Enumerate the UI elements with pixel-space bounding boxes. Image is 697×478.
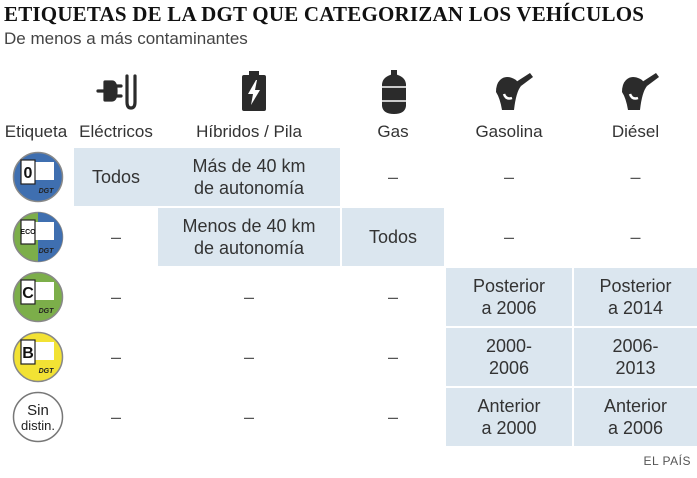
table-cell-text: – <box>110 407 121 427</box>
table-cell <box>574 328 697 386</box>
column-header-gas: Gas <box>377 122 409 141</box>
table-cell <box>74 208 158 266</box>
table-cell-text: – <box>243 407 254 427</box>
badge-letter: C <box>22 285 34 302</box>
label-badge <box>12 211 64 263</box>
badge-text-line: Sin <box>27 402 49 419</box>
badge-letter: 0 <box>23 165 33 182</box>
table-cell-text: – <box>110 227 121 247</box>
label-badge <box>12 391 64 443</box>
table-cell-text: – <box>630 227 641 247</box>
table-cell <box>158 148 340 206</box>
badge-letter: ECO <box>20 229 36 236</box>
badge-brand: DGT <box>38 248 54 255</box>
table-cell-text: 2000- 2006 <box>485 336 533 378</box>
table-cell <box>74 148 158 206</box>
table-cell-text: Anterior a 2006 <box>603 396 668 438</box>
table-cell-text: – <box>387 167 398 187</box>
table-cell <box>446 148 572 206</box>
column-header-gasolina: Gasolina <box>475 122 543 141</box>
label-badge <box>12 331 64 383</box>
chart-subtitle: De menos a más contaminantes <box>4 29 248 48</box>
table-cell <box>574 268 697 326</box>
table-cell-text: – <box>387 347 398 367</box>
table-cell-text: Más de 40 km de autonomía <box>192 156 306 198</box>
table-cell <box>342 268 444 326</box>
table-cell <box>446 208 572 266</box>
table-cell <box>158 328 340 386</box>
table-cell-text: – <box>387 407 398 427</box>
table-cell <box>342 208 444 266</box>
badge-brand: DGT <box>38 308 54 315</box>
badge-brand: DGT <box>38 368 54 375</box>
table-cell-text: Posterior a 2006 <box>472 276 546 318</box>
table-cell <box>74 268 158 326</box>
table-cell <box>158 268 340 326</box>
table-cell <box>74 328 158 386</box>
table-cell-text: – <box>110 347 121 367</box>
table-cell-text: – <box>503 167 514 187</box>
table-cell <box>574 148 697 206</box>
table-cell-text: – <box>110 287 121 307</box>
table-cell-text: – <box>243 347 254 367</box>
column-header-hibridos: Híbridos / Pila <box>196 122 302 141</box>
table-cell <box>446 328 572 386</box>
table-cell <box>342 328 444 386</box>
table-cell-text: – <box>387 287 398 307</box>
table-cell-text: Menos de 40 km de autonomía <box>182 216 316 258</box>
credit: EL PAÍS <box>643 454 691 468</box>
battery-icon <box>241 70 267 112</box>
table-cell <box>446 388 572 446</box>
column-header-diesel: Diésel <box>611 122 660 141</box>
plug-icon <box>96 70 138 112</box>
table-cell <box>574 208 697 266</box>
badge-letter: B <box>22 345 34 362</box>
label-badge <box>12 271 64 323</box>
table-cell <box>342 148 444 206</box>
table-cell-text: – <box>503 227 514 247</box>
table-cell-text: – <box>243 287 254 307</box>
table-cell-text: 2006- 2013 <box>612 336 659 378</box>
chart-title: ETIQUETAS DE LA DGT QUE CATEGORIZAN LOS VEHÍCULOS <box>4 2 645 26</box>
fuel-nozzle-icon <box>494 70 534 112</box>
label-badge <box>12 151 64 203</box>
table-cell-text: Todos <box>91 167 141 187</box>
table-cell <box>74 388 158 446</box>
table-cell <box>574 388 697 446</box>
gas-tank-icon <box>381 70 407 112</box>
table-cell <box>158 388 340 446</box>
badge-brand: DGT <box>38 188 54 195</box>
table-cell-text: Posterior a 2014 <box>599 276 672 318</box>
table-cell <box>342 388 444 446</box>
table-cell-text: Todos <box>368 227 418 247</box>
table-cell-text: – <box>630 167 641 187</box>
table-cell-text: Anterior a 2000 <box>477 396 541 438</box>
badge-text-line: distin. <box>21 418 55 433</box>
label-column-header: Etiqueta <box>4 122 68 141</box>
fuel-nozzle-icon <box>620 70 660 112</box>
column-header-electricos: Eléctricos <box>79 122 153 141</box>
table-cell <box>158 208 340 266</box>
table-cell <box>446 268 572 326</box>
